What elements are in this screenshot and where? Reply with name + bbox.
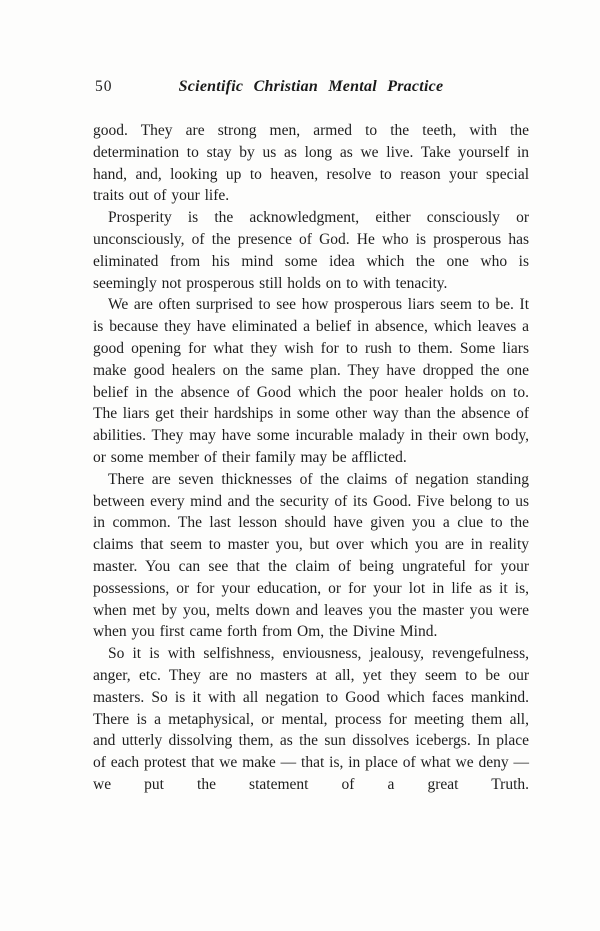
paragraph: So it is with selfishness, enviousness, jealousy, revengefulness, anger, etc. They are no masters at all, yet they seem to be our masters. So is it with all negation to Good which faces mankind. There is a metaphysical, or mental, process for meeting them all, and utterly dissolving them, as the sun dissolves icebergs. In place of each protest that we make — that is, in place of what we deny — we put the statement of a great Truth.: [93, 645, 529, 793]
page-header: [93, 78, 529, 100]
paragraph: Prosperity is the acknowledgment, either consciously or unconsciously, of the presence of God. He who is prosperous has eliminated from his mind some idea which the one who is seemingly not prosperous still holds on to with tenacity.: [93, 209, 529, 292]
body-text: [93, 120, 529, 796]
paragraph: We are often surprised to see how prosperous liars seem to be. It is because they have eliminated a belief in absence, which leaves a good opening for what they wish for to rush to them. Some liars make good healers on the same plan. They have dropped the one belief in the absence of Good which the poor healer holds on to. The liars get their hardships in some other way than the absence of abilities. They may have some incurable malady in their own body, or some member of their family may be afflicted.: [93, 296, 529, 466]
page-number: 50: [95, 78, 113, 95]
paragraph: There are seven thicknesses of the claims of negation standing between every mind and the security of its Good. Five belong to us in common. The last lesson should have given you a clue to the claims that seem to master you, but over which you are in reality master. You can see that the claim of being ungrateful for your possessions, or for your education, or for your lot in life as it is, when met by you, melts down and leaves you the master you were when you first came forth from Om, the Divine Mind.: [93, 470, 529, 641]
running-title: Scientific Christian Mental Practice: [178, 78, 444, 95]
paragraph: good. They are strong men, armed to the teeth, with the determination to stay by us as long as we live. Take yourself in hand, and, looking up to heaven, resolve to reason your special traits out of your life.: [93, 122, 529, 205]
